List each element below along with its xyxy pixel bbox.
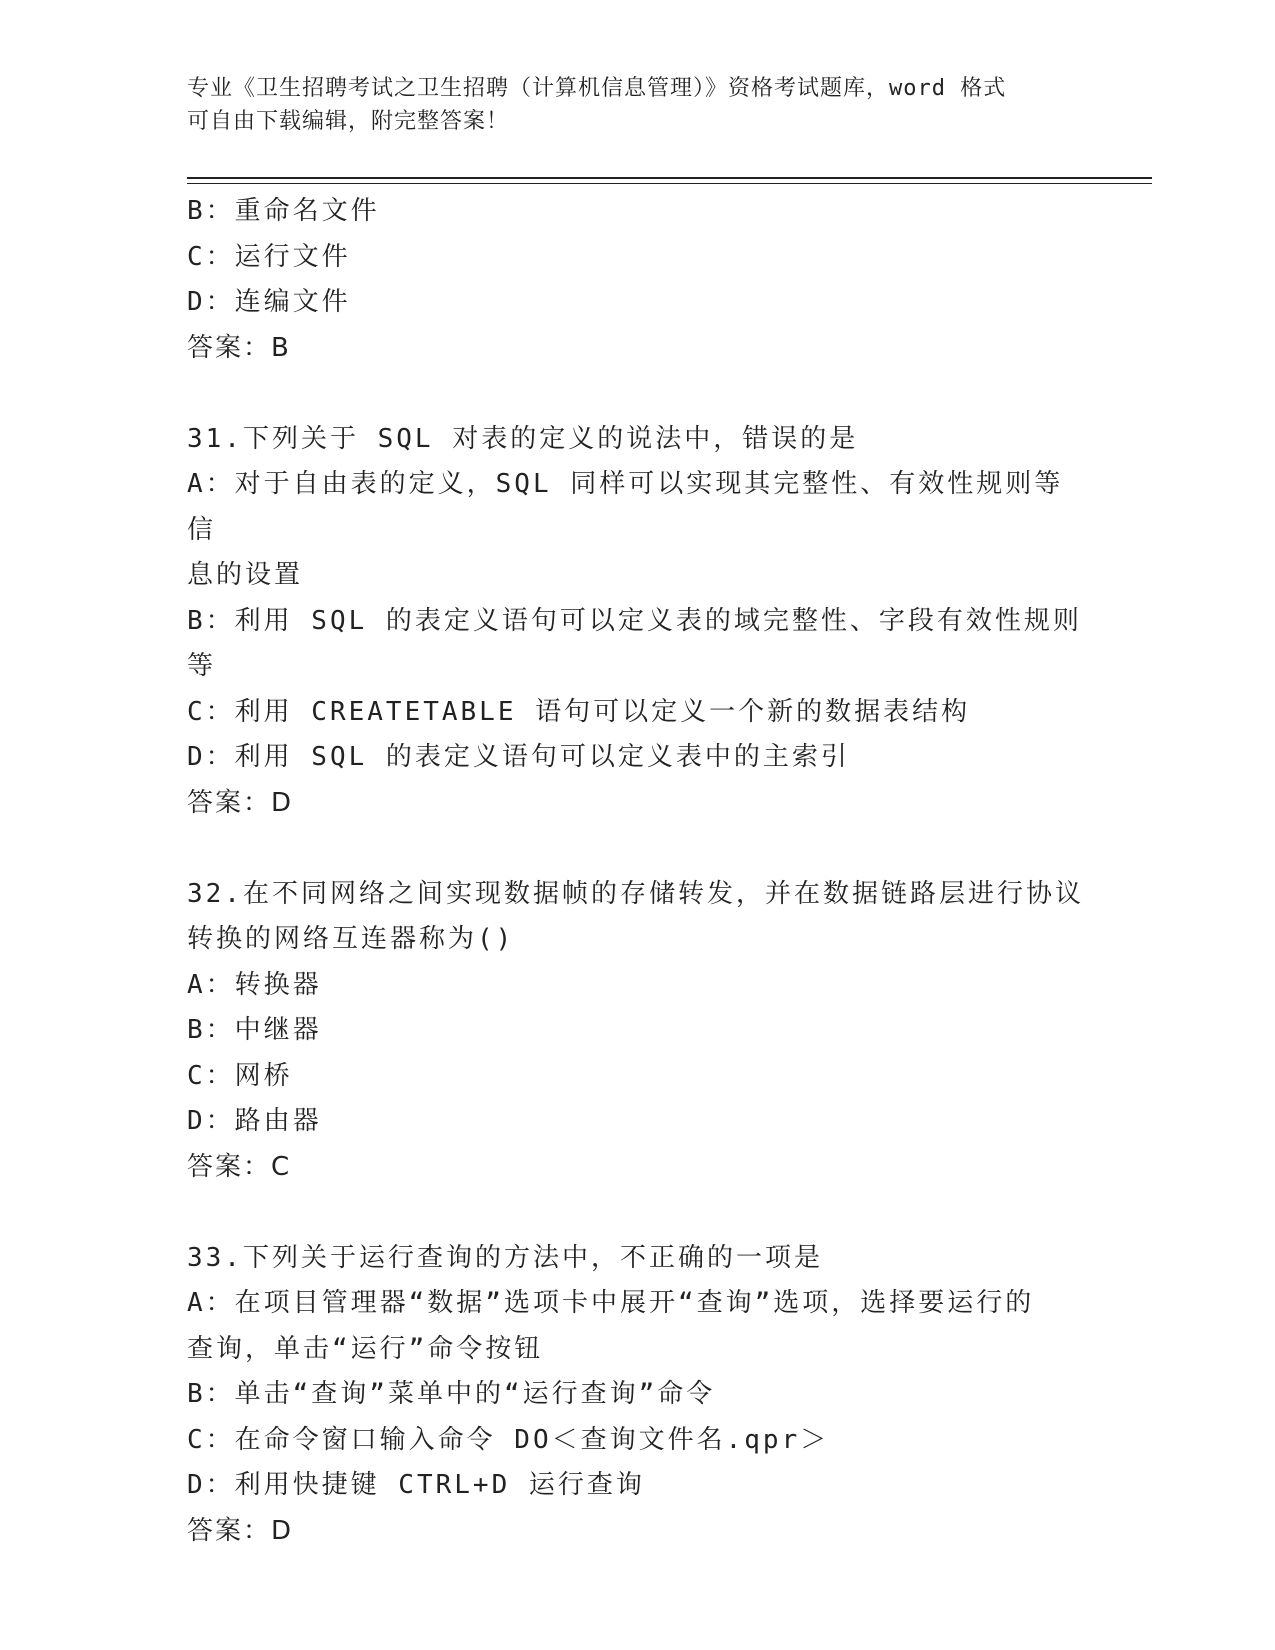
option-line: 息的设置: [187, 560, 304, 590]
option-line: D：连编文件: [187, 287, 351, 317]
question-stem: 32.在不同网络之间实现数据帧的存储转发，并在数据链路层进行协议: [187, 878, 1084, 909]
question-stem: 转换的网络互连器称为(): [187, 924, 515, 954]
option-line: A：转换器: [187, 969, 322, 1000]
spacer: [187, 371, 1087, 417]
document-header: [187, 72, 1067, 138]
option-line: B：中继器: [187, 1015, 322, 1045]
option-line: C：运行文件: [187, 241, 351, 272]
spacer: [187, 826, 1087, 872]
spacer: [187, 1190, 1087, 1236]
option-line: C：利用 CREATETABLE 语句可以定义一个新的数据表结构: [187, 696, 971, 727]
header-divider-thick: [187, 177, 1152, 179]
header-divider-thin: [187, 183, 1152, 184]
option-line: 查询，单击“运行”命令按钮: [187, 1333, 544, 1364]
question-32: [187, 872, 1087, 1191]
prev-question-options: [187, 189, 1087, 326]
question-stem: 33.下列关于运行查询的方法中，不正确的一项是: [187, 1242, 823, 1273]
question-33: [187, 1236, 1087, 1555]
question-31: [187, 417, 1087, 827]
option-line: A：对于自由表的定义，SQL 同样可以实现其完整性、有效性规则等信: [187, 469, 1064, 545]
option-line: B：利用 SQL 的表定义语句可以定义表的域完整性、字段有效性规则等: [187, 605, 1082, 681]
answer-line: 答案：D: [187, 1515, 294, 1546]
answer-line: 答案：D: [187, 787, 294, 818]
option-line: B：重命名文件: [187, 196, 380, 226]
header-line-2: 可自由下载编辑，附完整答案！: [187, 109, 510, 134]
answer-line: 答案：C: [187, 1151, 292, 1182]
option-line: A：在项目管理器“数据”选项卡中展开“查询”选项，选择要运行的: [187, 1288, 1035, 1318]
option-line: B：单击“查询”菜单中的“运行查询”命令: [187, 1379, 716, 1409]
option-line: C：网桥: [187, 1060, 293, 1091]
option-line: D：利用 SQL 的表定义语句可以定义表中的主索引: [187, 742, 850, 772]
option-line: D：路由器: [187, 1106, 322, 1136]
header-line-1: 专业《卫生招聘考试之卫生招聘（计算机信息管理）》资格考试题库，word 格式: [187, 76, 1007, 101]
option-line: D：利用快捷键 CTRL+D 运行查询: [187, 1470, 645, 1500]
option-line: C：在命令窗口输入命令 DO＜查询文件名.qpr＞: [187, 1424, 830, 1455]
question-content: [187, 189, 1087, 1554]
answer-line: 答案：B: [187, 332, 291, 363]
question-stem: 31.下列关于 SQL 对表的定义的说法中，错误的是: [187, 423, 859, 454]
